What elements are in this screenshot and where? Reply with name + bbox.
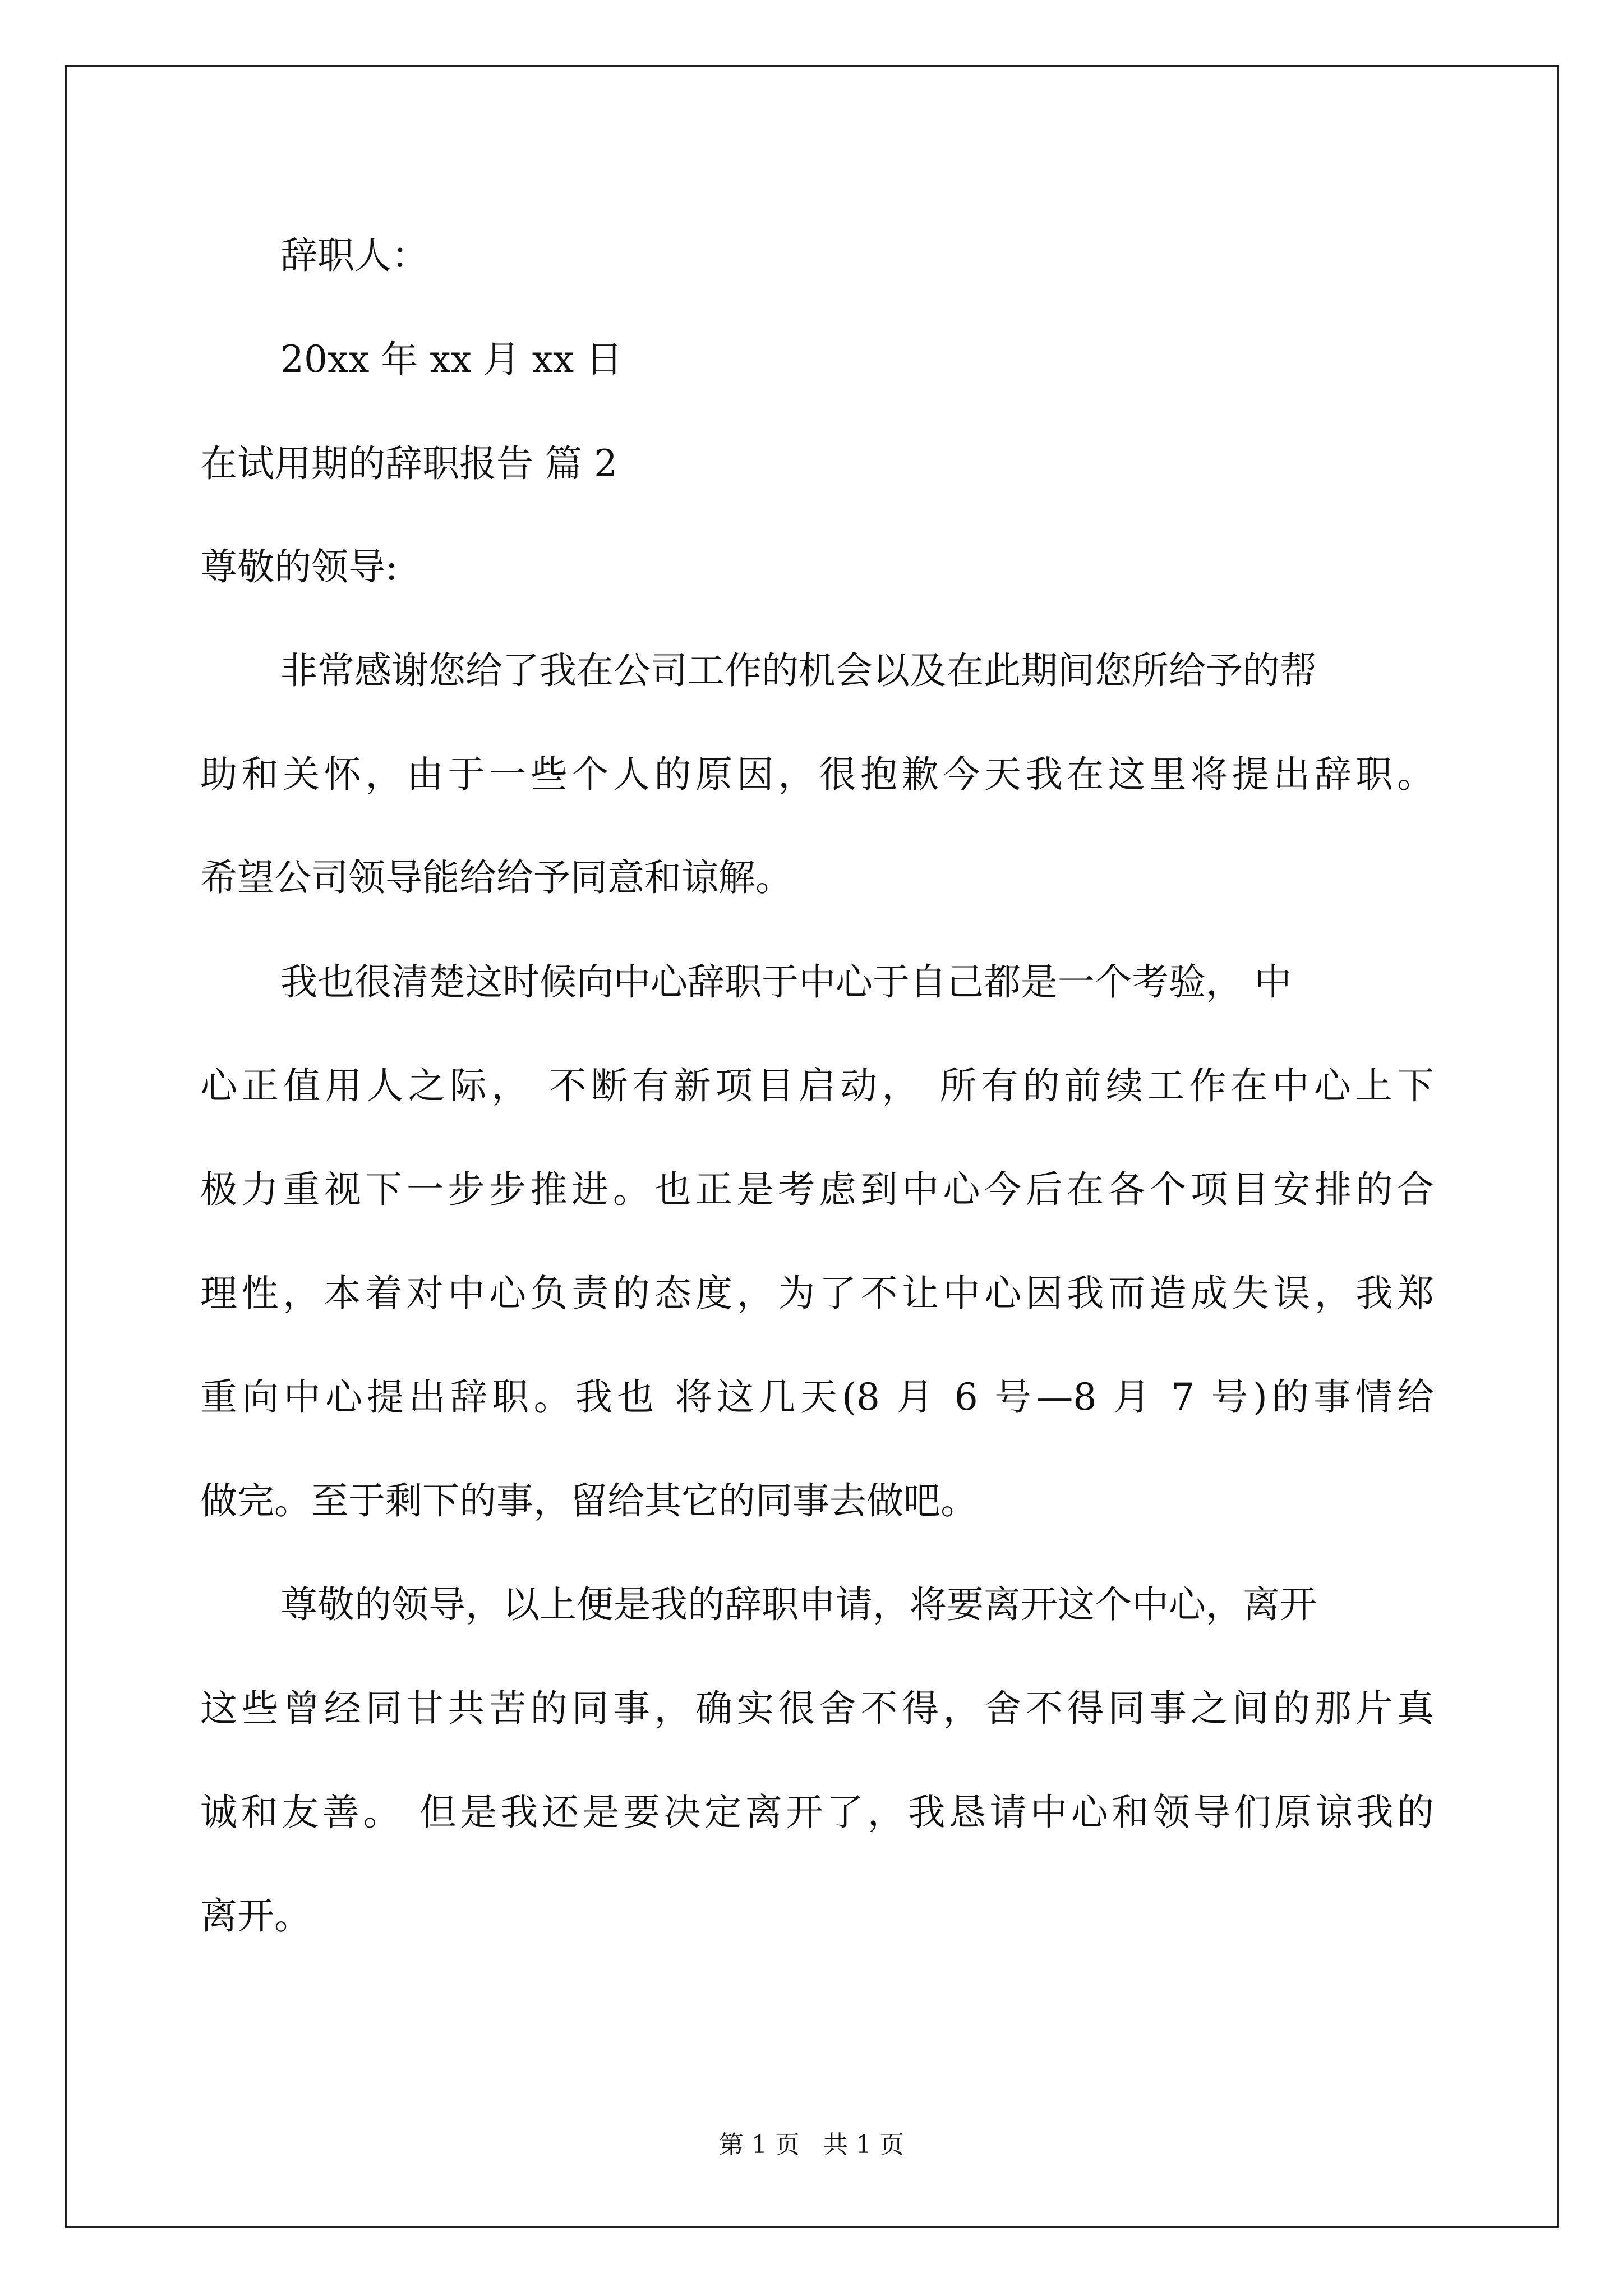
paragraph-3-line-1: 尊敬的领导，以上便是我的辞职申请，将要离开这个中心，离开 (280, 1583, 1317, 1626)
paragraph-2-line-3: 极力重视下一步步推进。也正是考虑到中心今后在各个项目安排的合 (200, 1168, 1434, 1211)
date-line: 20xx 年 xx 月 xx 日 (280, 338, 623, 381)
page-footer: 第 1 页 共 1 页 (719, 2131, 904, 2159)
paragraph-2-line-1: 我也很清楚这时候向中心辞职于中心于自己都是一个考验， 中 (280, 960, 1292, 1004)
paragraph-2-line-6: 做完。至于剩下的事，留给其它的同事去做吧。 (200, 1479, 978, 1522)
signer-label: 辞职人： (280, 234, 428, 277)
paragraph-3-line-3: 诚和友善。 但是我还是要决定离开了，我恳请中心和领导们原谅我的 (200, 1791, 1434, 1834)
paragraph-2-line-4: 理性，本着对中心负责的态度，为了不让中心因我而造成失误，我郑 (200, 1272, 1434, 1315)
paragraph-2-line-2: 心正值用人之际， 不断有新项目启动， 所有的前续工作在中心上下 (200, 1064, 1434, 1107)
paragraph-3-line-2: 这些曾经同甘共苦的同事，确实很舍不得，舍不得同事之间的那片真 (200, 1687, 1434, 1730)
paragraph-2-line-5: 重向中心提出辞职。我也 将这几天(8 月 6 号—8 月 7 号)的事情给 (200, 1375, 1434, 1419)
salutation: 尊敬的领导: (200, 545, 398, 588)
section-title: 在试用期的辞职报告 篇 2 (200, 442, 617, 485)
paragraph-1-line-3: 希望公司领导能给给予同意和谅解。 (200, 856, 792, 899)
paragraph-3-line-4: 离开。 (200, 1894, 311, 1938)
paragraph-1-line-2: 助和关怀，由于一些个人的原因，很抱歉今天我在这里将提出辞职。 (200, 753, 1434, 796)
paragraph-1-line-1: 非常感谢您给了我在公司工作的机会以及在此期间您所给予的帮 (280, 649, 1317, 692)
